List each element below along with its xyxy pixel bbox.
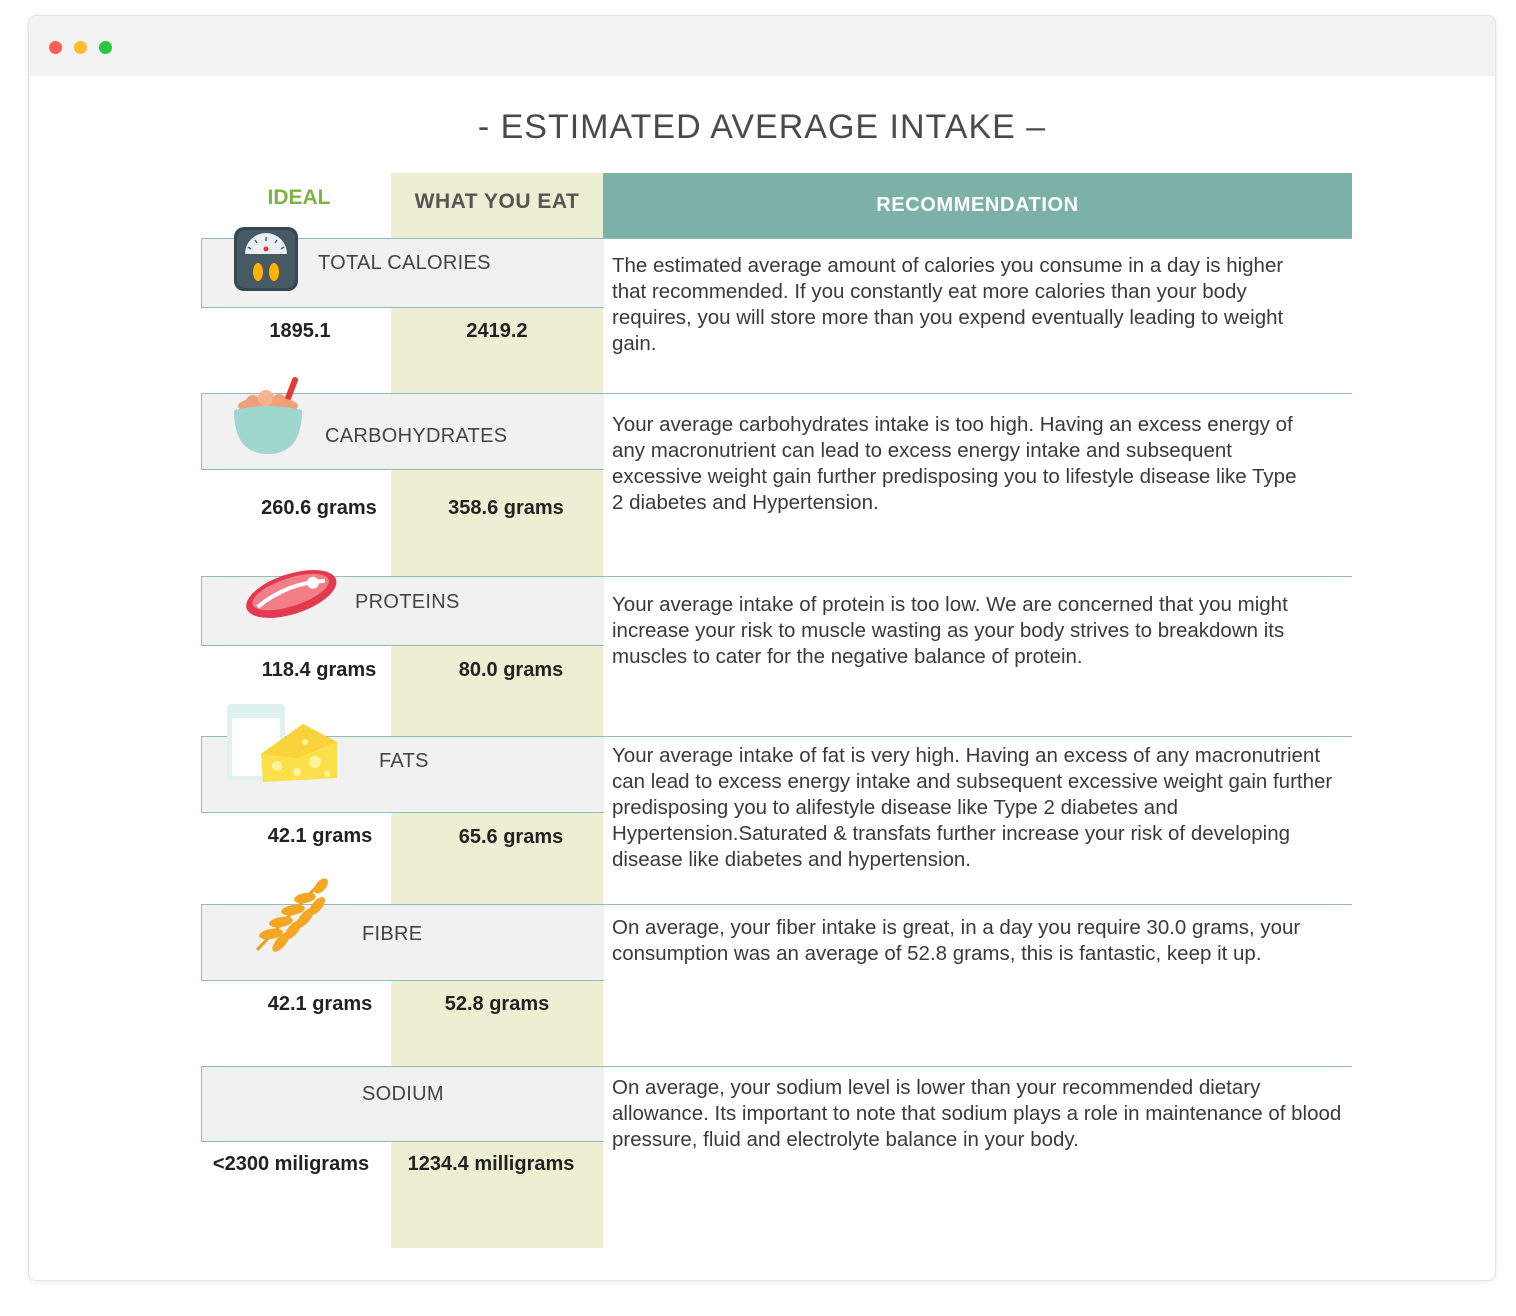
- row-label-proteins: PROTEINS: [355, 591, 460, 613]
- eat-value-sodium: 1234.4 milligrams: [407, 1153, 575, 1175]
- wheat-icon: [251, 876, 331, 959]
- row-label-carbohydrates: CARBOHYDRATES: [325, 425, 508, 447]
- ideal-value-sodium: <2300 miligrams: [212, 1153, 370, 1175]
- recommendation-total-calories: The estimated average amount of calories you consume in a day is higher that recommended. If you constantly eat more calories than your body requires, you will store more than you expend eventually leading to weight gain.: [612, 254, 1284, 355]
- row-divider: [603, 1066, 1352, 1067]
- eat-value-fats: 65.6 grams: [458, 826, 564, 848]
- row-label-sodium: SODIUM: [362, 1083, 444, 1105]
- row-divider: [603, 736, 1352, 737]
- ideal-header: IDEAL: [267, 186, 331, 209]
- row-divider: [603, 576, 1352, 577]
- steak-icon: [241, 562, 341, 629]
- what-you-eat-header: WHAT YOU EAT: [414, 190, 580, 213]
- maximize-window-button[interactable]: [99, 41, 112, 54]
- ideal-value-fats: 42.1 grams: [267, 825, 373, 847]
- minimize-window-button[interactable]: [74, 41, 87, 54]
- ideal-value-carbohydrates: 260.6 grams: [261, 497, 377, 519]
- recommendation-proteins: Your average intake of protein is too low. We are concerned that you might increase your risk to muscle wasting as your body strives to breakdown its muscles to cater for the negative balance of protein.: [612, 593, 1288, 668]
- ideal-value-fibre: 42.1 grams: [267, 993, 373, 1015]
- ideal-value-proteins: 118.4 grams: [261, 659, 377, 681]
- recommendation-sodium: On average, your sodium level is lower than your recommended dietary allowance. Its important to note that sodium plays a role in maintenance of blood pressure, fluid and electrolyte balance in your body.: [612, 1076, 1342, 1151]
- recommendation-fibre: On average, your fiber intake is great, in a day you require 30.0 grams, your consumption was an average of 52.8 grams, this is fantastic, keep it up.: [612, 916, 1301, 965]
- page-title: - ESTIMATED AVERAGE INTAKE –: [477, 108, 1047, 146]
- eat-value-total-calories: 2419.2: [466, 320, 528, 342]
- row-divider: [603, 904, 1352, 905]
- bowl-icon: [233, 372, 309, 463]
- row-label-fibre: FIBRE: [362, 923, 423, 945]
- row-label-total-calories: TOTAL CALORIES: [318, 252, 491, 274]
- window-titlebar: [29, 16, 1495, 76]
- close-window-button[interactable]: [49, 41, 62, 54]
- browser-window: [28, 15, 1496, 1281]
- recommendation-carbohydrates: Your average carbohydrates intake is too high. Having an excess energy of any macronutrient can lead to excess energy intake and subsequent excessive weight gain further predisposing you to lifestyle disease like Type 2 diabetes and Hypertension.: [612, 413, 1297, 514]
- row-divider: [603, 238, 1352, 239]
- eat-value-proteins: 80.0 grams: [458, 659, 564, 681]
- recommendation-header: RECOMMENDATION: [603, 173, 1352, 238]
- milk-cheese-icon: [225, 702, 341, 789]
- scale-icon: [233, 226, 299, 297]
- ideal-value-total-calories: 1895.1: [269, 320, 331, 342]
- row-label-fats: FATS: [379, 750, 429, 772]
- recommendation-fats: Your average intake of fat is very high. Having an excess of any macronutrient can lead to excess energy intake and subsequent excessive weight gain further predisposing you to alifestyle disease like Type 2 diabetes and Hypertension.Saturated & transfats further increase your risk of developing disease like diabetes and hypertension.: [612, 744, 1333, 871]
- eat-value-carbohydrates: 358.6 grams: [448, 497, 564, 519]
- eat-value-fibre: 52.8 grams: [444, 993, 550, 1015]
- row-divider: [603, 393, 1352, 394]
